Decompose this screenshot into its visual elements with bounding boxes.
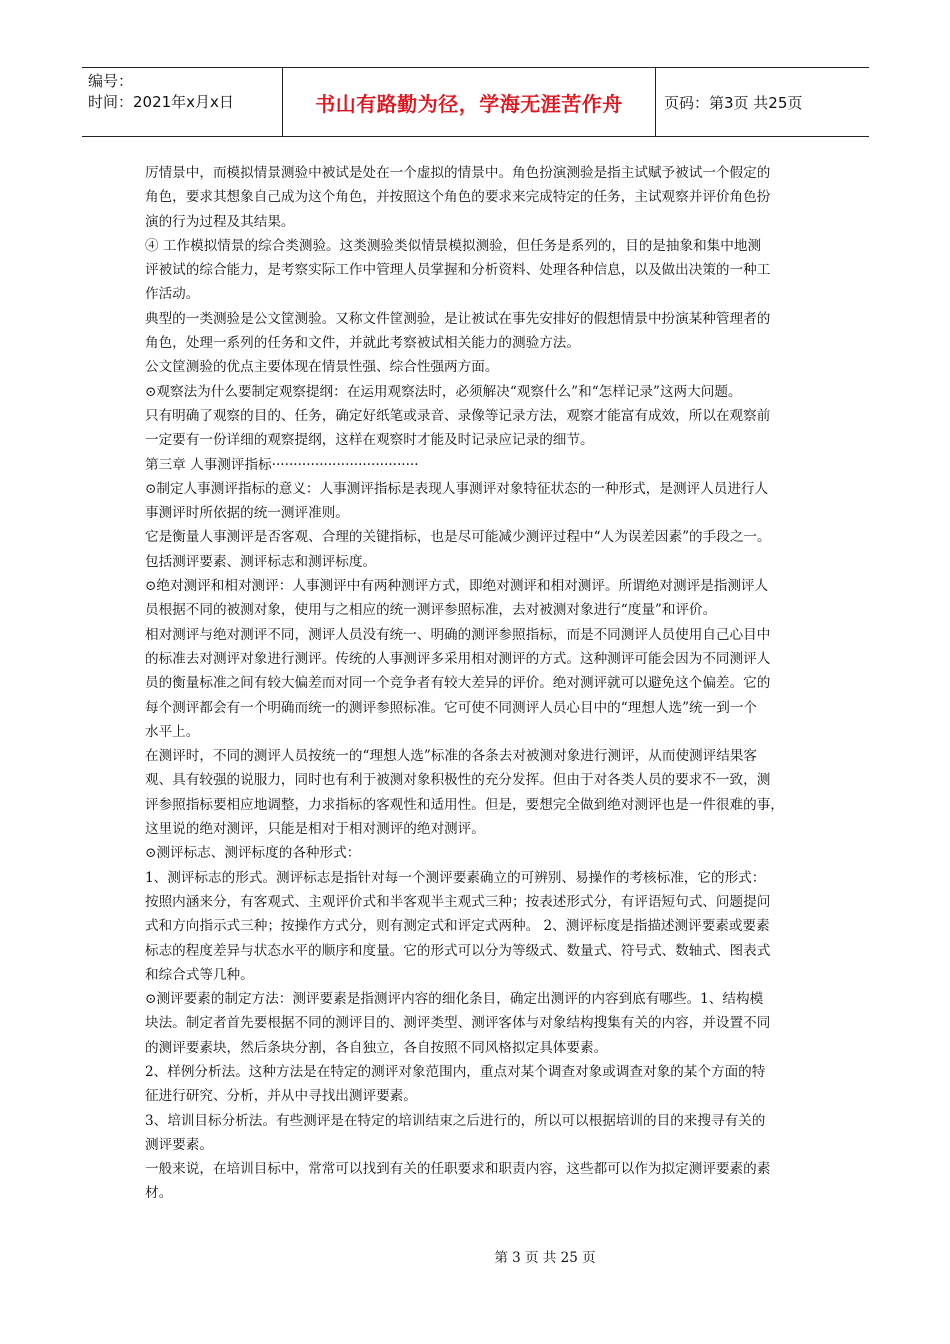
body-line: 典型的一类测验是公文筐测验。又称文件筐测验，是让被试在事先安排好的假想情景中扮演某种管理者的 — [145, 310, 771, 327]
body-line: 员根据不同的被测对象，使用与之相应的统一测评参照标准，去对被测对象进行“度量”和评价。 — [145, 602, 717, 619]
body-line: 相对测评与绝对测评不同，测评人员没有统一、明确的测评参照指标，而是不同测评人员使用自己心目中 — [145, 626, 771, 643]
body-line: 材。 — [145, 1185, 173, 1202]
body-line: 角色，要求其想象自己成为这个角色，并按照这个角色的要求来完成特定的任务，主试观察并评价角色扮 — [145, 189, 771, 206]
body-line: 评参照指标要相应地调整，力求指标的客观性和适用性。但是，要想完全做到绝对测评也是一件很难的事， — [145, 796, 784, 813]
header-page-info-cell — [656, 68, 869, 136]
body-line: 每个测评都会有一个明确而统一的测评参照标准。它可使不同测评人员心目中的“理想人选”统一到一个 — [145, 699, 758, 716]
header-meta — [82, 68, 283, 136]
document-body — [145, 161, 820, 1206]
body-line: 一般来说，在培训目标中，常常可以找到有关的任职要求和职责内容，这些都可以作为拟定测评要素的素 — [145, 1161, 771, 1178]
body-line: 包括测评要素、测评标志和测评标度。 — [145, 553, 377, 570]
body-line: 公文筐测验的优点主要体现在情景性强、综合性强两方面。 — [145, 359, 499, 376]
body-line: 式和方向指示式三种；按操作方式分，则有测定式和评定式两种。 2、测评标度是指描述测评要素或要素 — [145, 918, 770, 935]
page-footer: 第 3 页 共 25 页 — [494, 1250, 596, 1266]
body-line: 测评要素。 — [145, 1136, 213, 1153]
body-line: ⊙观察法为什么要制定观察提纲：在运用观察法时，必须解决“观察什么”和“怎样记录”这两大问题。 — [145, 383, 742, 400]
body-line: 水平上。 — [145, 723, 200, 740]
body-line: 厉情景中，而模拟情景测验中被试是处在一个虚拟的情景中。角色扮演测验是指主试赋予被试一个假定的 — [145, 165, 771, 181]
body-line: 标志的程度差异与状态水平的顺序和度量。它的形式可以分为等级式、数量式、符号式、数轴式、图表式 — [145, 942, 771, 959]
body-line: 它是衡量人事测评是否客观、合理的关键指标，也是尽可能减少测评过程中“人为误差因素”的手段之一。 — [145, 529, 771, 546]
body-line: ⊙测评标志、测评标度的各种形式： — [145, 845, 361, 862]
body-line: 和综合式等几种。 — [145, 966, 254, 983]
body-line: 员的衡量标准之间有较大偏差而对同一个竞争者有较大差异的评价。绝对测评就可以避免这个偏差。它的 — [145, 675, 771, 692]
header-page-info: 页码：第3页 共25页 — [664, 93, 803, 112]
body-line: 2、样例分析法。这种方法是在特定的测评对象范围内，重点对某个调查对象或调查对象的某个方面的特 — [145, 1063, 766, 1080]
body-line: 观、具有较强的说服力，同时也有利于被测对象积极性的充分发挥。但由于对各类人员的要求不一致，测 — [145, 772, 771, 789]
body-line: ⊙制定人事测评指标的意义：人事测评指标是表现人事测评对象特征状态的一种形式，是测评人员进行人 — [145, 480, 769, 497]
body-line: ⊙测评要素的制定方法：测评要素是指测评内容的细化条目，确定出测评的内容到底有哪些。1、结构模 — [145, 991, 764, 1008]
page-header — [82, 67, 869, 137]
body-line: ④ 工作模拟情景的综合类测验。这类测验类似情景模拟测验，但任务是系列的，目的是抽象和集中地测 — [145, 237, 762, 254]
body-line: 的测评要素块，然后条块分割，各自独立，各自按照不同风格拟定具体要素。 — [145, 1039, 608, 1056]
body-line: 的标准去对测评对象进行测评。传统的人事测评多采用相对测评的方式。这种测评可能会因为不同测评人 — [145, 650, 771, 667]
document-time-label: 时间：2021年x月x日 — [88, 93, 234, 111]
body-line: 作活动。 — [145, 286, 200, 303]
body-line: 一定要有一份详细的观察提纲，这样在观察时才能及时记录应记录的细节。 — [145, 432, 594, 449]
body-line: 评被试的综合能力，是考察实际工作中管理人员掌握和分析资料、处理各种信息，以及做出决策的一种工 — [145, 262, 771, 279]
body-line: 这里说的绝对测评，只能是相对于相对测评的绝对测评。 — [145, 821, 485, 838]
body-line: 3、培训目标分析法。有些测评是在特定的培训结束之后进行的，所以可以根据培训的目的来搜寻有关的 — [145, 1112, 766, 1129]
body-line: 在测评时，不同的测评人员按统一的“理想人选”标准的各条去对被测对象进行测评，从而使测评结果客 — [145, 748, 758, 765]
document-number-label: 编号： — [88, 72, 134, 90]
body-line: 第三章 人事测评指标·································· — [145, 456, 419, 473]
body-line: 块法。制定者首先要根据不同的测评目的、测评类型、测评客体与对象结构搜集有关的内容，并设置不同 — [145, 1015, 771, 1032]
body-line: 1、测评标志的形式。测评标志是指针对每一个测评要素确立的可辨别、易操作的考核标准，它的形式： — [145, 869, 766, 886]
header-motto: 书山有路勤为径，学海无涯苦作舟 — [315, 91, 623, 116]
body-line: ⊙绝对测评和相对测评：人事测评中有两种测评方式，即绝对测评和相对测评。所谓绝对测评是指测评人 — [145, 578, 769, 595]
body-line: 演的行为过程及其结果。 — [145, 213, 295, 230]
body-line: 角色，处理一系列的任务和文件，并就此考察被试相关能力的测验方法。 — [145, 335, 580, 352]
body-line: 按照内涵来分，有客观式、主观评价式和半客观半主观式三种；按表述形式分，有评语短句式、问题提问 — [145, 893, 771, 910]
header-motto-cell — [283, 68, 656, 136]
body-line: 事测评时所依据的统一测评准则。 — [145, 505, 349, 522]
body-line: 征进行研究、分析，并从中寻找出测评要素。 — [145, 1088, 417, 1105]
body-line: 只有明确了观察的目的、任务，确定好纸笔或录音、录像等记录方法，观察才能富有成效，所以在观察前 — [145, 407, 771, 424]
